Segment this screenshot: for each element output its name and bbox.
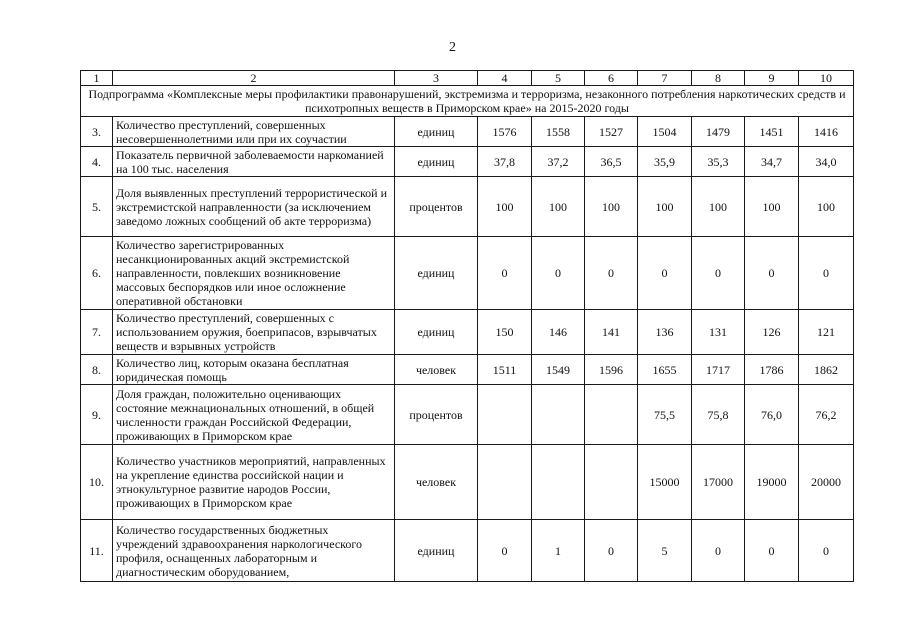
row-value: 100 <box>638 177 692 237</box>
row-value: 100 <box>745 177 799 237</box>
row-unit: процентов <box>395 385 478 445</box>
row-value: 141 <box>585 310 638 355</box>
subprogram-title: Подпрограмма «Комплексные меры профилактики правонарушений, экстремизма и терроризма, незаконного потребления наркотических средств и психотропных веществ в Приморском крае» на 2015-2020 годы <box>81 86 854 117</box>
row-value: 76,2 <box>799 385 854 445</box>
row-description: Количество государственных бюджетных учреждений здравоохранения наркологического профиля, оснащенных лабораторным и диагностическим оборудованием, <box>113 520 395 582</box>
column-header: 6 <box>585 71 638 86</box>
row-value: 1576 <box>478 117 532 147</box>
row-value: 37,8 <box>478 147 532 177</box>
row-value: 76,0 <box>745 385 799 445</box>
row-value: 0 <box>532 237 585 310</box>
row-value: 1862 <box>799 355 854 385</box>
column-header: 9 <box>745 71 799 86</box>
row-value <box>585 445 638 520</box>
column-header: 8 <box>692 71 745 86</box>
row-value: 131 <box>692 310 745 355</box>
row-value: 1655 <box>638 355 692 385</box>
row-value: 0 <box>745 520 799 582</box>
row-value: 1479 <box>692 117 745 147</box>
row-unit: единиц <box>395 310 478 355</box>
column-header: 2 <box>113 71 395 86</box>
row-value: 100 <box>532 177 585 237</box>
row-number: 4. <box>81 147 113 177</box>
row-description: Доля граждан, положительно оценивающих состояние межнациональных отношений, в общей численности граждан Российской Федерации, проживающих в Приморском крае <box>113 385 395 445</box>
row-value: 1451 <box>745 117 799 147</box>
row-value: 100 <box>478 177 532 237</box>
row-value: 0 <box>692 520 745 582</box>
row-description: Количество лиц, которым оказана бесплатная юридическая помощь <box>113 355 395 385</box>
row-value: 121 <box>799 310 854 355</box>
row-value: 100 <box>692 177 745 237</box>
row-value: 126 <box>745 310 799 355</box>
table-row <box>81 117 854 147</box>
table-row <box>81 355 854 385</box>
row-value: 34,7 <box>745 147 799 177</box>
column-header: 7 <box>638 71 692 86</box>
row-value: 5 <box>638 520 692 582</box>
row-value: 1416 <box>799 117 854 147</box>
row-value: 36,5 <box>585 147 638 177</box>
row-value: 1511 <box>478 355 532 385</box>
row-unit: человек <box>395 355 478 385</box>
row-value: 1717 <box>692 355 745 385</box>
row-value: 17000 <box>692 445 745 520</box>
row-value: 0 <box>638 237 692 310</box>
row-number: 5. <box>81 177 113 237</box>
header-row <box>81 71 854 86</box>
row-value: 75,8 <box>692 385 745 445</box>
row-value: 1558 <box>532 117 585 147</box>
row-number: 9. <box>81 385 113 445</box>
table-row <box>81 147 854 177</box>
row-value <box>585 385 638 445</box>
row-number: 10. <box>81 445 113 520</box>
row-value: 150 <box>478 310 532 355</box>
row-value: 146 <box>532 310 585 355</box>
row-value: 75,5 <box>638 385 692 445</box>
row-value: 0 <box>478 237 532 310</box>
row-value: 1596 <box>585 355 638 385</box>
row-value <box>478 385 532 445</box>
row-unit: процентов <box>395 177 478 237</box>
row-description: Количество зарегистрированных несанкционированных акций экстремистской направленности, повлекших возникновение массовых беспорядков или иное осложнение оперативной обстановки <box>113 237 395 310</box>
row-number: 8. <box>81 355 113 385</box>
row-value: 0 <box>478 520 532 582</box>
table-row <box>81 520 854 582</box>
row-value: 37,2 <box>532 147 585 177</box>
row-value: 1549 <box>532 355 585 385</box>
table-row <box>81 310 854 355</box>
column-header: 4 <box>478 71 532 86</box>
row-value: 0 <box>585 237 638 310</box>
row-description: Количество преступлений, совершенных с использованием оружия, боеприпасов, взрывчатых веществ и взрывных устройств <box>113 310 395 355</box>
page-number: 2 <box>449 40 456 55</box>
row-description: Показатель первичной заболеваемости наркоманией на 100 тыс. населения <box>113 147 395 177</box>
row-value: 136 <box>638 310 692 355</box>
row-value: 34,0 <box>799 147 854 177</box>
row-value: 20000 <box>799 445 854 520</box>
table-row <box>81 237 854 310</box>
row-value: 0 <box>692 237 745 310</box>
row-value: 1527 <box>585 117 638 147</box>
row-number: 6. <box>81 237 113 310</box>
row-unit: единиц <box>395 147 478 177</box>
row-value: 100 <box>799 177 854 237</box>
row-number: 3. <box>81 117 113 147</box>
row-unit: единиц <box>395 237 478 310</box>
column-header: 1 <box>81 71 113 86</box>
row-value <box>532 385 585 445</box>
row-value: 1504 <box>638 117 692 147</box>
table-row <box>81 445 854 520</box>
row-number: 11. <box>81 520 113 582</box>
row-value: 1786 <box>745 355 799 385</box>
row-value <box>478 445 532 520</box>
subprogram-row <box>81 86 854 117</box>
row-value: 15000 <box>638 445 692 520</box>
row-number: 7. <box>81 310 113 355</box>
table-row <box>81 385 854 445</box>
row-value: 35,3 <box>692 147 745 177</box>
table-row <box>81 177 854 237</box>
row-value: 0 <box>745 237 799 310</box>
row-unit: человек <box>395 445 478 520</box>
row-value: 19000 <box>745 445 799 520</box>
row-description: Количество участников мероприятий, направленных на укрепление единства российской нации и этнокультурное развитие народов России, проживающих в Приморском крае <box>113 445 395 520</box>
row-value: 1 <box>532 520 585 582</box>
row-unit: единиц <box>395 117 478 147</box>
row-value: 0 <box>799 237 854 310</box>
row-value: 100 <box>585 177 638 237</box>
row-value: 35,9 <box>638 147 692 177</box>
row-description: Доля выявленных преступлений террористической и экстремистской направленности (за исключением заведомо ложных сообщений об акте терроризма) <box>113 177 395 237</box>
column-header: 3 <box>395 71 478 86</box>
row-unit: единиц <box>395 520 478 582</box>
row-description: Количество преступлений, совершенных несовершеннолетними или при их соучастии <box>113 117 395 147</box>
row-value <box>532 445 585 520</box>
row-value: 0 <box>585 520 638 582</box>
row-value: 0 <box>799 520 854 582</box>
column-header: 10 <box>799 71 854 86</box>
indicators-table <box>80 70 854 582</box>
column-header: 5 <box>532 71 585 86</box>
